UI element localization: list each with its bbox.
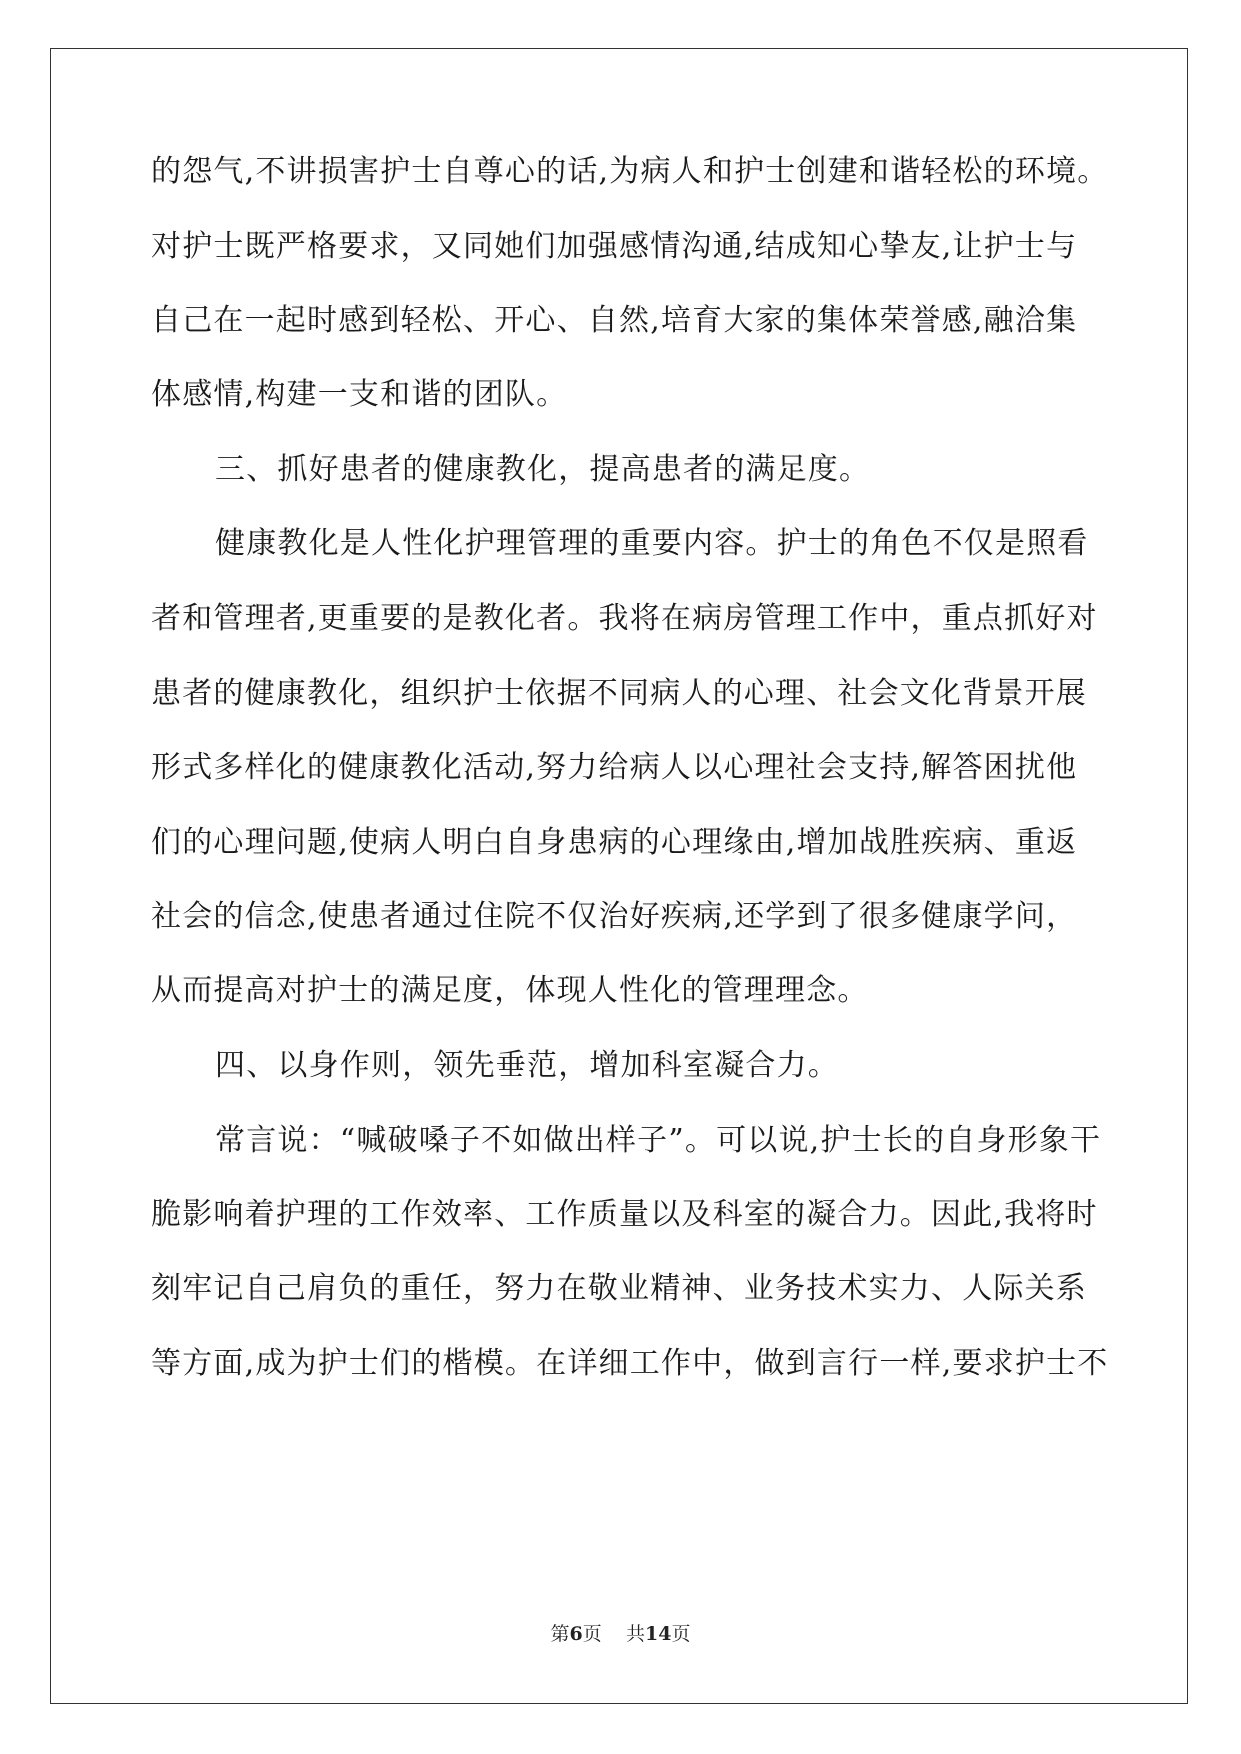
- body-text-line: 患者的健康教化，组织护士依据不同病人的心理、社会文化背景开展: [151, 676, 1087, 711]
- body-text-line: 者和管理者,更重要的是教化者。我将在病房管理工作中，重点抓好对: [151, 601, 1098, 636]
- body-text-line: 自己在一起时感到轻松、开心、自然,培育大家的集体荣誉感,融洽集: [151, 303, 1078, 338]
- section-heading: 三、抓好患者的健康教化，提高患者的满足度。: [215, 452, 871, 487]
- page-suffix: 页: [582, 1623, 602, 1645]
- body-text-line: 从而提高对护士的满足度，体现人性化的管理理念。: [151, 973, 869, 1008]
- section-heading: 四、以身作则，领先垂范，增加科室凝合力。: [215, 1048, 839, 1083]
- body-text-line: 等方面,成为护士们的楷模。在详细工作中，做到言行一样,要求护士不: [151, 1346, 1109, 1381]
- paragraph-first-line: 常言说：“喊破嗓子不如做出样子”。可以说,护士长的自身形象干: [215, 1123, 1102, 1158]
- page-prefix: 第: [550, 1623, 570, 1645]
- body-text-line: 刻牢记自己肩负的重任，努力在敬业精神、业务技术实力、人际关系: [151, 1271, 1087, 1306]
- current-page-number: 6: [569, 1623, 583, 1645]
- body-text-line: 对护士既严格要求，又同她们加强感情沟通,结成知心挚友,让护士与: [151, 229, 1078, 264]
- body-text-line: 社会的信念,使患者通过住院不仅治好疾病,还学到了很多健康学问，: [151, 899, 1078, 934]
- body-text-line: 形式多样化的健康教化活动,努力给病人以心理社会支持,解答困扰他: [151, 750, 1078, 785]
- body-text-line: 体感情,构建一支和谐的团队。: [151, 377, 568, 412]
- total-suffix: 页: [671, 1623, 691, 1645]
- body-text-line: 的怨气,不讲损害护士自尊心的话,为病人和护士创建和谐轻松的环境。: [151, 154, 1109, 189]
- page-number-footer: [0, 1622, 1241, 1646]
- body-text-line: 脆影响着护理的工作效率、工作质量以及科室的凝合力。因此,我将时: [151, 1197, 1098, 1232]
- body-text-line: 们的心理问题,使病人明白自身患病的心理缘由,增加战胜疾病、重返: [151, 825, 1078, 860]
- total-pages-number: 14: [644, 1623, 672, 1645]
- page-border: [50, 48, 1188, 1704]
- total-prefix: 共: [625, 1623, 645, 1645]
- paragraph-first-line: 健康教化是人性化护理管理的重要内容。护士的角色不仅是照看: [215, 526, 1089, 561]
